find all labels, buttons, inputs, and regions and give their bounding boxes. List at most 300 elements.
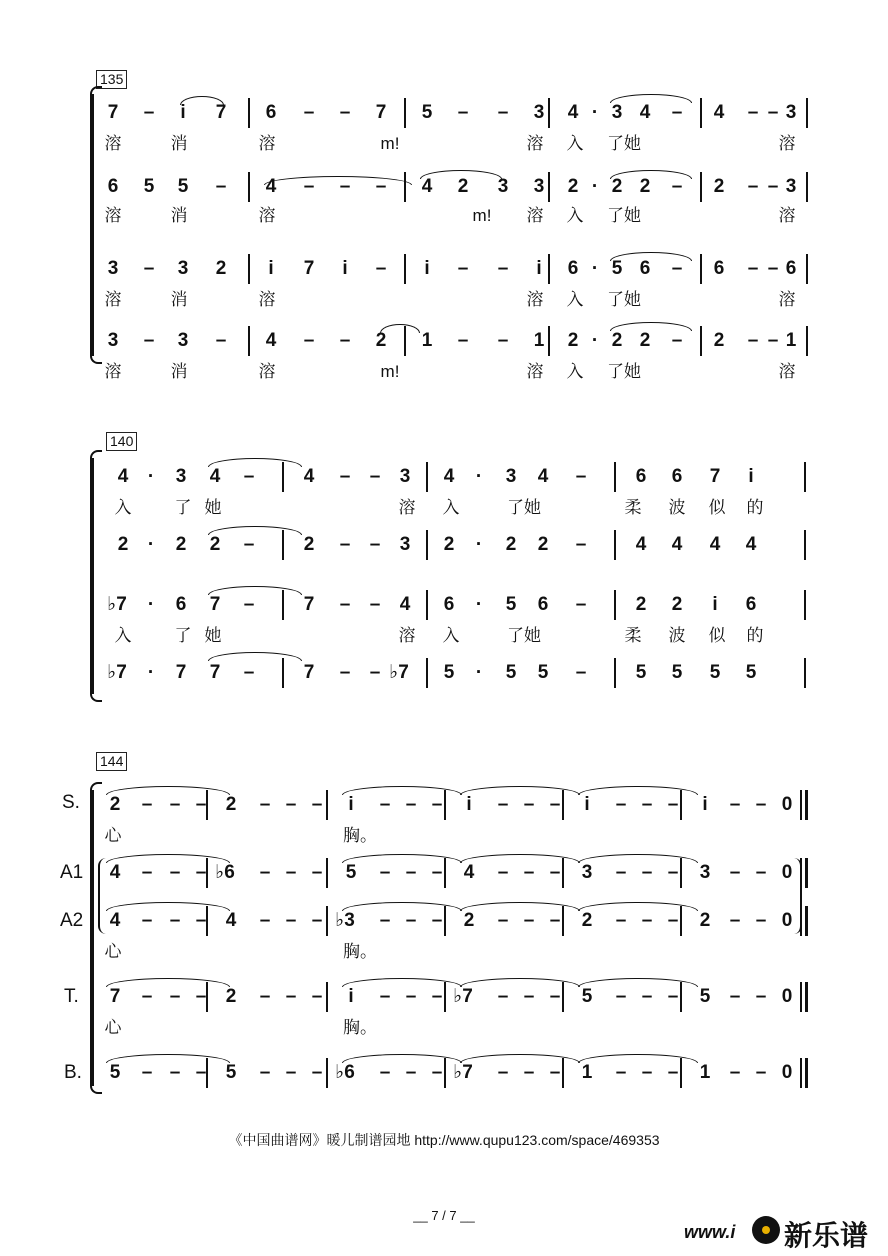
note: –	[369, 534, 381, 555]
note: –	[379, 794, 391, 815]
note: –	[523, 910, 535, 931]
note: –	[549, 986, 561, 1007]
note: 4	[635, 534, 647, 555]
barline	[804, 658, 806, 688]
lyric: m!	[472, 206, 492, 225]
lyric: m!	[380, 362, 400, 381]
note: i	[424, 258, 430, 279]
lyric: 溶	[778, 362, 796, 381]
tie-slur	[180, 96, 224, 105]
tie-slur	[578, 978, 698, 987]
tie-slur	[578, 786, 698, 795]
note: –	[285, 986, 297, 1007]
note: 2	[109, 794, 121, 815]
note: –	[767, 330, 779, 351]
lyric: 似	[708, 626, 726, 645]
lyric: 溶	[526, 362, 544, 381]
note: –	[169, 910, 181, 931]
barline	[426, 462, 428, 492]
note: 3	[533, 102, 545, 123]
barline	[548, 172, 550, 202]
note: 2	[639, 330, 651, 351]
note: –	[405, 862, 417, 883]
tie-slur	[420, 170, 502, 179]
page-number: __ 7 / 7 __	[413, 1208, 475, 1223]
note: –	[615, 1062, 627, 1083]
note: 5	[421, 102, 433, 123]
note: 3	[699, 862, 711, 883]
tie-slur	[208, 458, 302, 467]
alto-brace	[98, 858, 106, 934]
note: ♭7	[453, 1062, 473, 1083]
note: ·	[475, 594, 483, 615]
note: 2	[225, 986, 237, 1007]
part-label-alto2: A2	[60, 910, 84, 931]
barline	[248, 326, 250, 356]
note: i	[584, 794, 590, 815]
barline	[614, 590, 616, 620]
note: 7	[709, 466, 721, 487]
tie-slur	[610, 322, 692, 331]
note: 6	[671, 466, 683, 487]
note: –	[497, 102, 509, 123]
tie-slur	[460, 902, 580, 911]
note: –	[339, 594, 351, 615]
note: 4	[463, 862, 475, 883]
note: 5	[225, 1062, 237, 1083]
note: –	[339, 534, 351, 555]
note: –	[405, 794, 417, 815]
note: ·	[591, 258, 599, 279]
note: ·	[147, 662, 155, 683]
note: –	[431, 1062, 443, 1083]
final-barline-thick	[805, 906, 808, 936]
note: 6	[443, 594, 455, 615]
note: –	[431, 862, 443, 883]
note: 2	[567, 330, 579, 351]
note: 5	[505, 594, 517, 615]
note: –	[195, 862, 207, 883]
note: 2	[611, 330, 623, 351]
note: ♭7	[107, 662, 127, 683]
note: –	[243, 534, 255, 555]
tie-slur	[208, 586, 302, 595]
lyric: 入	[114, 626, 132, 645]
note: 2	[611, 176, 623, 197]
note: ·	[475, 662, 483, 683]
part-label-soprano: S.	[62, 792, 80, 813]
note: 5	[345, 862, 357, 883]
note: 5	[505, 662, 517, 683]
note: i	[702, 794, 708, 815]
note: ·	[591, 330, 599, 351]
note: 4	[225, 910, 237, 931]
tie-slur	[342, 1054, 462, 1063]
note: –	[615, 862, 627, 883]
note: 5	[745, 662, 757, 683]
note: 4	[537, 466, 549, 487]
note: 0	[781, 1062, 793, 1083]
measure-number: 140	[106, 432, 137, 451]
note: –	[641, 986, 653, 1007]
note: –	[667, 862, 679, 883]
note: –	[755, 1062, 767, 1083]
note: 7	[175, 662, 187, 683]
note: –	[141, 794, 153, 815]
tie-slur	[208, 652, 302, 661]
note: –	[259, 986, 271, 1007]
tie-slur	[106, 786, 230, 795]
note: 4	[567, 102, 579, 123]
note: –	[667, 986, 679, 1007]
lyric: 心	[104, 826, 122, 845]
note: –	[375, 176, 387, 197]
lyric: 溶	[526, 206, 544, 225]
note: –	[755, 986, 767, 1007]
note: –	[575, 466, 587, 487]
note: 2	[443, 534, 455, 555]
note: 5	[699, 986, 711, 1007]
note: 3	[177, 258, 189, 279]
lyric: 溶	[258, 290, 276, 309]
final-barline-thin	[800, 1058, 802, 1088]
tie-slur	[460, 1054, 580, 1063]
lyric: 溶	[778, 290, 796, 309]
note: –	[311, 862, 323, 883]
note: 2	[699, 910, 711, 931]
note: 2	[457, 176, 469, 197]
note: 7	[109, 986, 121, 1007]
part-label-tenor: T.	[64, 986, 79, 1007]
note: i	[748, 466, 754, 487]
lyric: 柔	[624, 626, 642, 645]
note: 2	[303, 534, 315, 555]
barline	[806, 172, 808, 202]
note: ♭6	[335, 1062, 355, 1083]
note: –	[143, 102, 155, 123]
lyric: 溶	[258, 206, 276, 225]
note: i	[180, 102, 186, 123]
tie-slur	[208, 526, 302, 535]
tie-slur	[578, 1054, 698, 1063]
note: –	[339, 466, 351, 487]
note: –	[671, 102, 683, 123]
tie-slur	[380, 324, 420, 333]
lyric: 了她	[507, 498, 541, 517]
note: –	[497, 986, 509, 1007]
note: –	[497, 258, 509, 279]
note: –	[169, 986, 181, 1007]
lyric: 了她	[507, 626, 541, 645]
note: 5	[581, 986, 593, 1007]
note: –	[641, 910, 653, 931]
note: 7	[303, 662, 315, 683]
lyric: 溶	[258, 134, 276, 153]
note: 7	[375, 102, 387, 123]
note: –	[729, 862, 741, 883]
note: 5	[177, 176, 189, 197]
note: –	[195, 794, 207, 815]
note: –	[755, 862, 767, 883]
barline	[426, 530, 428, 560]
note: –	[575, 534, 587, 555]
lyric: 入	[442, 498, 460, 517]
final-barline-thin	[800, 982, 802, 1012]
tie-slur	[460, 854, 580, 863]
measure-number: 135	[96, 70, 127, 89]
barline	[548, 98, 550, 128]
lyric: 溶	[526, 134, 544, 153]
note: 2	[671, 594, 683, 615]
note: –	[457, 258, 469, 279]
tie-slur	[342, 854, 462, 863]
note: ♭7	[107, 594, 127, 615]
barline	[804, 530, 806, 560]
note: 4	[265, 176, 277, 197]
note: 3	[785, 176, 797, 197]
measure-number: 144	[96, 752, 127, 771]
note: 5	[611, 258, 623, 279]
final-barline-thick	[805, 790, 808, 820]
lyric: 溶	[104, 362, 122, 381]
barline	[326, 1058, 328, 1088]
note: 2	[505, 534, 517, 555]
note: 1	[421, 330, 433, 351]
note: –	[141, 910, 153, 931]
note: –	[671, 258, 683, 279]
note: –	[729, 794, 741, 815]
note: –	[303, 330, 315, 351]
note: –	[523, 862, 535, 883]
tie-slur	[106, 854, 230, 863]
part-label-bass: B.	[64, 1062, 82, 1083]
note: –	[497, 330, 509, 351]
note: 5	[143, 176, 155, 197]
barline	[326, 858, 328, 888]
note: 4	[117, 466, 129, 487]
lyric: 心	[104, 1018, 122, 1037]
note: 2	[117, 534, 129, 555]
note: ♭6	[215, 862, 235, 883]
note: 4	[671, 534, 683, 555]
note: i	[466, 794, 472, 815]
barline	[548, 254, 550, 284]
note: ·	[147, 466, 155, 487]
tie-slur	[106, 978, 230, 987]
note: 3	[399, 534, 411, 555]
note: –	[523, 986, 535, 1007]
note: –	[497, 794, 509, 815]
note: 3	[611, 102, 623, 123]
lyric: 波	[668, 498, 686, 517]
system-brace	[90, 94, 94, 356]
note: –	[729, 986, 741, 1007]
final-barline-thick	[805, 982, 808, 1012]
note: 4	[709, 534, 721, 555]
final-barline-thick	[805, 1058, 808, 1088]
final-barline-thick	[805, 858, 808, 888]
note: –	[311, 910, 323, 931]
note: 2	[209, 534, 221, 555]
note: i	[712, 594, 718, 615]
note: ♭3	[335, 910, 355, 931]
logo-disc-icon	[752, 1216, 780, 1244]
note: 1	[581, 1062, 593, 1083]
note: 7	[215, 102, 227, 123]
note: –	[303, 176, 315, 197]
note: 7	[107, 102, 119, 123]
barline	[806, 254, 808, 284]
note: –	[549, 862, 561, 883]
note: 2	[635, 594, 647, 615]
note: 4	[713, 102, 725, 123]
note: –	[747, 176, 759, 197]
note: –	[641, 794, 653, 815]
lyric: 心	[104, 942, 122, 961]
note: –	[285, 862, 297, 883]
note: –	[497, 1062, 509, 1083]
note: 4	[209, 466, 221, 487]
note: 7	[209, 594, 221, 615]
note: 2	[215, 258, 227, 279]
note: –	[311, 1062, 323, 1083]
note: –	[767, 176, 779, 197]
note: –	[457, 330, 469, 351]
barline	[700, 326, 702, 356]
note: 6	[785, 258, 797, 279]
note: 1	[533, 330, 545, 351]
note: –	[431, 910, 443, 931]
note: –	[311, 986, 323, 1007]
note: 6	[713, 258, 725, 279]
final-barline-thin	[800, 790, 802, 820]
logo-text: 新乐谱	[784, 1220, 869, 1251]
note: 4	[399, 594, 411, 615]
tie-slur	[460, 978, 580, 987]
note: –	[195, 910, 207, 931]
note: –	[311, 794, 323, 815]
note: –	[641, 1062, 653, 1083]
note: –	[767, 258, 779, 279]
note: –	[339, 662, 351, 683]
note: ·	[147, 594, 155, 615]
lyric: 溶	[398, 626, 416, 645]
barline	[614, 530, 616, 560]
note: i	[536, 258, 542, 279]
barline	[248, 172, 250, 202]
note: –	[671, 330, 683, 351]
note: –	[641, 862, 653, 883]
tie-slur	[610, 252, 692, 261]
note: 4	[443, 466, 455, 487]
lyric: 了她	[607, 206, 641, 225]
note: 2	[713, 176, 725, 197]
note: –	[755, 794, 767, 815]
note: –	[379, 862, 391, 883]
note: 3	[107, 330, 119, 351]
note: 5	[635, 662, 647, 683]
note: –	[729, 910, 741, 931]
lyric: 似	[708, 498, 726, 517]
barline	[426, 590, 428, 620]
lyric: 了	[174, 498, 192, 517]
note: 0	[781, 862, 793, 883]
system-brace	[90, 458, 94, 694]
note: –	[375, 258, 387, 279]
note: 7	[209, 662, 221, 683]
lyric: 的	[746, 498, 764, 517]
tie-slur	[342, 786, 462, 795]
lyric: 溶	[104, 290, 122, 309]
tie-slur	[578, 902, 698, 911]
note: –	[143, 258, 155, 279]
note: –	[379, 1062, 391, 1083]
lyric: 胸。	[343, 942, 377, 961]
lyric: 胸。	[343, 1018, 377, 1037]
tie-slur	[460, 786, 580, 795]
lyric: 溶	[398, 498, 416, 517]
lyric: 柔	[624, 498, 642, 517]
tie-slur	[610, 94, 692, 103]
lyric: 溶	[778, 206, 796, 225]
note: –	[615, 910, 627, 931]
lyric: 了她	[607, 362, 641, 381]
lyric: 消	[170, 362, 188, 381]
lyric: 她	[204, 498, 222, 517]
tie-slur	[610, 170, 692, 179]
lyric: 消	[170, 134, 188, 153]
note: 2	[375, 330, 387, 351]
note: –	[615, 794, 627, 815]
barline	[806, 326, 808, 356]
barline	[326, 906, 328, 936]
note: 1	[699, 1062, 711, 1083]
note: –	[497, 910, 509, 931]
note: –	[259, 1062, 271, 1083]
barline	[806, 98, 808, 128]
note: –	[615, 986, 627, 1007]
note: 3	[175, 466, 187, 487]
note: –	[747, 330, 759, 351]
note: 4	[303, 466, 315, 487]
note: 6	[537, 594, 549, 615]
lyric: 入	[566, 362, 584, 381]
note: –	[431, 794, 443, 815]
footer-credit: 《中国曲谱网》暖儿制谱园地 http://www.qupu123.com/space/469353	[228, 1132, 660, 1148]
barline	[700, 172, 702, 202]
note: ♭7	[453, 986, 473, 1007]
lyric: 消	[170, 206, 188, 225]
note: –	[285, 1062, 297, 1083]
note: –	[195, 986, 207, 1007]
note: –	[457, 102, 469, 123]
note: 5	[537, 662, 549, 683]
note: –	[243, 466, 255, 487]
note: –	[259, 910, 271, 931]
note: –	[523, 1062, 535, 1083]
barline	[804, 462, 806, 492]
barline	[804, 590, 806, 620]
note: –	[405, 910, 417, 931]
note: –	[729, 1062, 741, 1083]
note: 4	[421, 176, 433, 197]
note: 2	[639, 176, 651, 197]
note: 6	[107, 176, 119, 197]
note: 5	[709, 662, 721, 683]
note: –	[667, 1062, 679, 1083]
note: –	[575, 662, 587, 683]
lyric: 入	[566, 290, 584, 309]
